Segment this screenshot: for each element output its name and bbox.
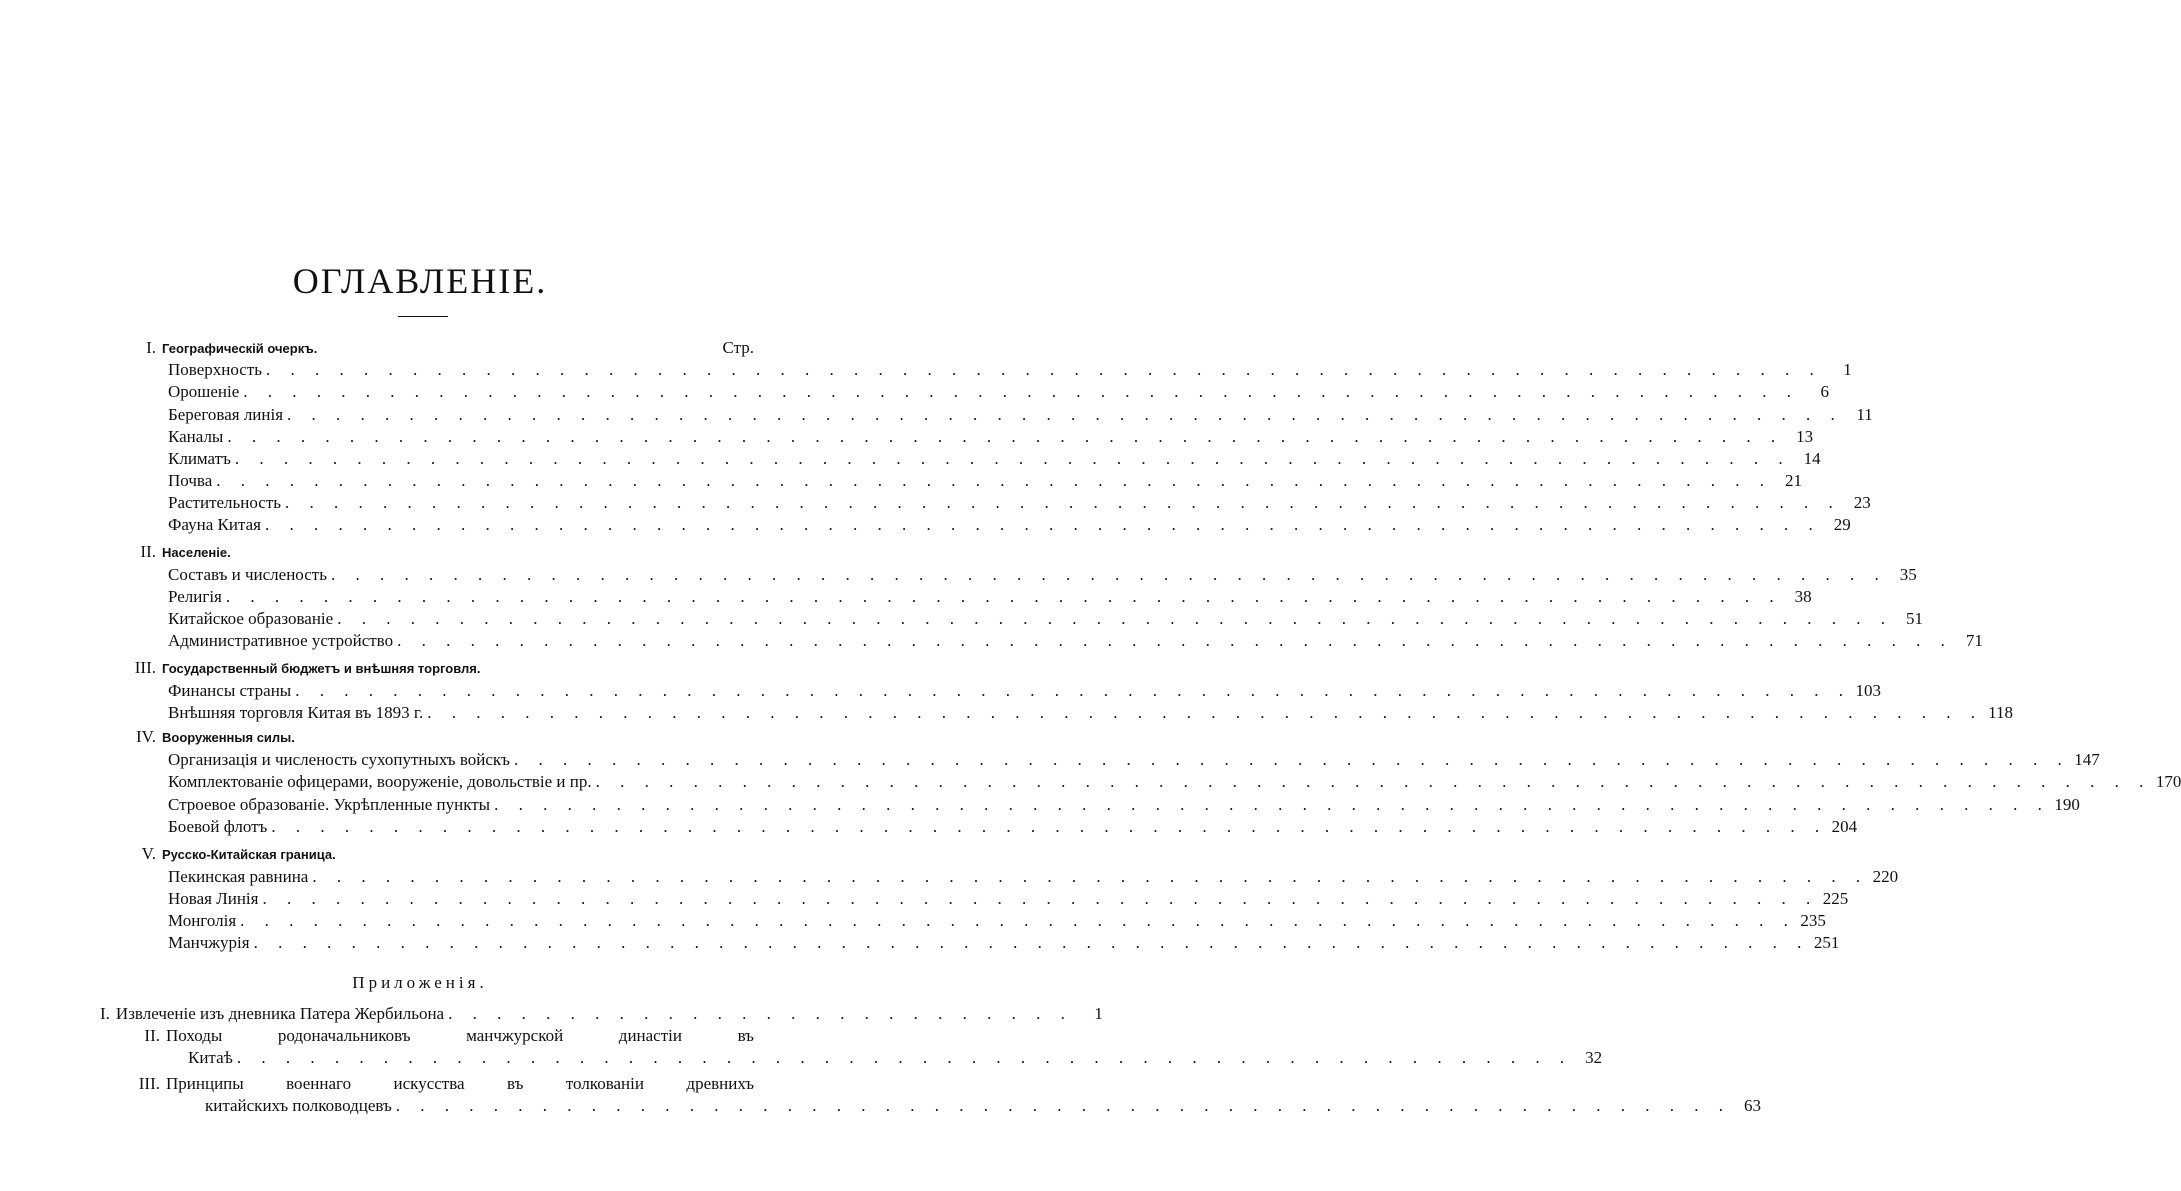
entry-label: Орошеніе [168, 382, 240, 401]
appendix-label-cont: Китаѣ [188, 1048, 233, 1067]
dot-leader [216, 470, 1772, 492]
dot-leader: . . . . . . . . . . . . . . . . . . . . . . . . . . [448, 1004, 1073, 1023]
entry-page: 11 [1856, 405, 1873, 424]
dot-leader [596, 771, 2152, 793]
entry-page: 13 [1796, 427, 1814, 446]
entry-label: Береговая линія [168, 405, 284, 424]
dot-leader [243, 381, 1799, 403]
dot-leader [240, 910, 1796, 932]
toc-entry[interactable] [168, 630, 1983, 652]
entry-page: 51 [1905, 609, 1923, 628]
entry-label: Строевое образованіе. Укрѣпленные пункты [168, 795, 491, 814]
appendix-continuation[interactable] [205, 1095, 1762, 1117]
toc-entry[interactable] [168, 702, 2013, 724]
section-number: IV. [136, 727, 156, 746]
dot-leader [227, 426, 1783, 448]
appendix-word: толкованіи [565, 1074, 644, 1093]
section-heading [100, 843, 754, 865]
appendix-word: въ [737, 1026, 754, 1045]
toc-entry[interactable] [168, 608, 1923, 630]
dot-leader [427, 702, 1983, 724]
section-number: II. [140, 542, 156, 561]
appendix-number: II. [144, 1026, 160, 1045]
entry-page: 170 [2155, 772, 2181, 791]
appendix-label [166, 1073, 754, 1095]
section-number: V. [141, 844, 156, 863]
toc-entry[interactable] [168, 866, 1899, 888]
toc-entry[interactable] [168, 564, 1917, 586]
entry-page: 118 [1988, 703, 2013, 722]
toc-entry[interactable] [168, 492, 1871, 514]
entry-label: Поверхность [168, 360, 262, 379]
dot-leader [254, 932, 1810, 954]
entry-page: 190 [2054, 795, 2080, 814]
dot-leader [266, 359, 1822, 381]
entry-label: Составъ и численость [168, 565, 327, 584]
section-heading [100, 541, 754, 563]
entry-page: 38 [1794, 587, 1812, 606]
entry-label: Новая Линія [168, 889, 259, 908]
dot-leader [287, 404, 1843, 426]
entry-label: Китайское образованіе [168, 609, 334, 628]
section-heading [100, 337, 754, 359]
dot-leader [396, 1095, 1731, 1117]
entry-label: Растительность [168, 493, 282, 512]
appendix-word: въ [507, 1074, 524, 1093]
page-column-label: Стр. [722, 338, 754, 357]
entry-label: Фауна Китая [168, 515, 261, 534]
dot-leader [235, 448, 1791, 470]
entry-label: Каналы [168, 427, 224, 446]
entry-label: Боевой флотъ [168, 817, 268, 836]
entry-page: 251 [1813, 933, 1840, 952]
entry-label: Пекинская равнина [168, 867, 309, 886]
dot-leader [271, 816, 1827, 838]
entry-label: Манчжурія [168, 933, 250, 952]
toc-entry[interactable] [168, 932, 1840, 954]
entry-label: Монголія [168, 911, 237, 930]
toc-entry[interactable] [168, 771, 2181, 793]
appendix-label: Извлеченіе изъ дневника Патера Жербильона [115, 1004, 445, 1023]
entry-label: Внѣшняя торговля Китая въ 1893 г. [168, 703, 424, 722]
entry-page: 204 [1831, 817, 1858, 836]
toc-entry[interactable] [168, 816, 1858, 838]
appendix-word: искусства [393, 1074, 465, 1093]
dot-leader [237, 1047, 1572, 1069]
dot-leader [265, 514, 1821, 536]
appendix-entry[interactable] [100, 1073, 754, 1095]
toc-entry[interactable] [168, 426, 1814, 448]
entry-page: 6 [1820, 382, 1830, 401]
toc-entry[interactable] [168, 359, 1852, 381]
appendix-number: III. [138, 1074, 160, 1093]
entry-page: 220 [1872, 867, 1899, 886]
dot-leader [262, 888, 1818, 910]
page-title: ОГЛАВЛЕНІЕ. [292, 261, 548, 301]
section-title: Русско-Китайская граница. [162, 847, 336, 862]
appendix-entry[interactable] [100, 1003, 1103, 1025]
appendix-word: Принципы [166, 1074, 244, 1093]
toc-entry[interactable] [168, 888, 1849, 910]
appendix-label [166, 1025, 754, 1047]
dot-leader [397, 630, 1953, 652]
entry-page: 235 [1800, 911, 1826, 930]
section-heading [100, 657, 754, 679]
entry-page: 225 [1822, 889, 1849, 908]
appendix-number: I. [100, 1004, 110, 1023]
section-heading [100, 726, 754, 748]
entry-label: Организація и численость сухопутныхъ войскъ [168, 750, 510, 769]
appendix-entry[interactable] [100, 1025, 754, 1047]
appendix-page: 63 [1744, 1096, 1762, 1115]
dot-leader [514, 749, 2070, 771]
section-title: Населеніе. [162, 545, 231, 560]
toc-entry[interactable] [168, 680, 1881, 702]
entry-label: Административное устройство [168, 631, 394, 650]
appendix-word: Походы [166, 1026, 223, 1045]
toc-entry[interactable] [168, 910, 1826, 932]
section-title: Государственный бюджетъ и внѣшняя торговля. [162, 661, 481, 676]
entry-page: 147 [2074, 750, 2100, 769]
entry-page: 1 [1843, 360, 1852, 379]
section-title: Географическій очеркъ. [162, 341, 318, 356]
dot-leader [295, 680, 1851, 702]
dot-leader [285, 492, 1841, 514]
dot-leader [226, 586, 1782, 608]
toc-entry[interactable] [168, 470, 1802, 492]
entry-label: Религія [168, 587, 222, 606]
appendix-continuation[interactable] [188, 1047, 1603, 1069]
entry-page: 103 [1855, 681, 1881, 700]
dot-leader [312, 866, 1868, 888]
toc-entry[interactable] [168, 448, 1821, 470]
appendix-word: родоначальниковъ [277, 1026, 411, 1045]
appendix-label-cont: китайскихъ полководцевъ [205, 1096, 392, 1115]
entry-page: 21 [1785, 471, 1802, 490]
appendix-word: манчжурской [466, 1026, 564, 1045]
appendix-word: военнаго [286, 1074, 352, 1093]
dot-leader [331, 564, 1887, 586]
dot-leader [337, 608, 1893, 630]
appendix-page: 32 [1585, 1048, 1603, 1067]
toc-entry[interactable] [168, 514, 1851, 536]
toc-entry[interactable] [168, 749, 2100, 771]
appendix-word: древнихъ [686, 1074, 754, 1093]
entry-label: Почва [168, 471, 213, 490]
appendix-page: 1 [1094, 1004, 1103, 1023]
title-divider [398, 316, 448, 317]
entry-label: Климатъ [168, 449, 231, 468]
entry-page: 23 [1853, 493, 1871, 512]
section-title: Вооруженныя силы. [162, 730, 295, 745]
entry-page: 29 [1833, 515, 1851, 534]
dot-leader [494, 794, 2050, 816]
entry-label: Финансы страны [168, 681, 292, 700]
entry-label: Комплектованіе офицерами, вооруженіе, довольствіе и пр. [168, 772, 592, 791]
appendix-word: династіи [618, 1026, 682, 1045]
entry-page: 14 [1803, 449, 1821, 468]
toc-entry[interactable] [168, 404, 1873, 426]
section-number: I. [146, 338, 156, 357]
appendix-title: Приложенія. [352, 973, 488, 992]
entry-page: 71 [1965, 631, 1983, 650]
section-number: III. [134, 658, 156, 677]
toc-entry[interactable] [168, 586, 1812, 608]
toc-entry[interactable] [168, 381, 1830, 403]
toc-entry[interactable] [168, 794, 2080, 816]
entry-page: 35 [1899, 565, 1917, 584]
